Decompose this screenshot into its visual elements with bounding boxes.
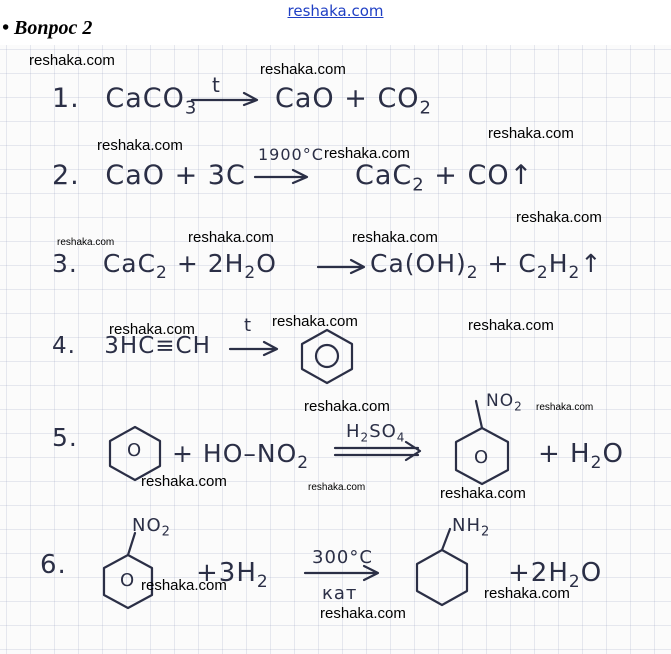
condition-text: H	[346, 421, 361, 442]
subscript: 2	[360, 430, 370, 445]
subscript: 2	[481, 524, 491, 540]
reaction-number: 4.	[52, 333, 76, 359]
arrow-6	[305, 566, 378, 580]
arrow-2	[255, 170, 307, 183]
reaction-1	[52, 83, 197, 118]
reactant: CaO + 3C	[105, 160, 246, 191]
product-2	[355, 160, 533, 195]
watermark: reshaka.com	[308, 482, 366, 493]
subscript: 2	[590, 453, 603, 474]
watermark: reshaka.com	[536, 402, 594, 413]
watermark: reshaka.com	[440, 485, 526, 502]
product-tail: ↑	[580, 249, 603, 278]
watermark: reshaka.com	[324, 145, 410, 162]
ring-label-6: O	[120, 570, 136, 591]
substituent-text: NH	[452, 515, 481, 536]
product-1	[275, 83, 432, 118]
reaction-number: 3.	[52, 249, 78, 278]
watermark: reshaka.com	[352, 229, 438, 246]
condition-tail: SO	[369, 421, 397, 442]
reactant-text: + HO–NO	[172, 439, 298, 468]
product-tail: + CO↑	[424, 160, 534, 191]
watermark: reshaka.com	[304, 398, 390, 415]
handwritten-sheet	[0, 45, 671, 654]
subscript: 2	[514, 399, 523, 414]
watermark: reshaka.com	[141, 577, 227, 594]
subscript: 2	[297, 453, 310, 473]
subscript: 3	[184, 97, 198, 119]
product-tail: O	[580, 558, 603, 588]
watermark: reshaka.com	[260, 61, 346, 78]
product-3	[370, 249, 602, 283]
reactant-5	[172, 439, 309, 473]
reaction-6-number: 6.	[40, 550, 67, 580]
product-tail: + C	[478, 249, 537, 278]
benzene-ring-4	[302, 330, 352, 383]
product-text: Ca(OH)	[370, 249, 467, 278]
watermark: reshaka.com	[141, 473, 227, 490]
condition-1: t	[212, 73, 221, 97]
ring-label-5b: O	[474, 447, 490, 468]
watermark: reshaka.com	[97, 137, 183, 154]
reactant-tail: O	[256, 249, 277, 278]
subscript: 2	[466, 263, 479, 283]
watermark: reshaka.com	[468, 317, 554, 334]
product-5	[538, 439, 624, 473]
benzene-circle-4	[316, 345, 338, 367]
substituent-text: NO	[132, 515, 162, 536]
substituent-text: NO	[486, 391, 515, 411]
reaction-5-number: 5.	[52, 423, 78, 452]
product-tail: H	[548, 249, 569, 278]
subscript: 2	[244, 263, 257, 283]
product-text: CaO + CO	[275, 83, 420, 114]
watermark: reshaka.com	[29, 52, 115, 69]
product-text: +2H	[508, 558, 569, 588]
subscript: 2	[161, 524, 171, 540]
reaction-number: 2.	[52, 160, 80, 191]
condition-6-top: 300°C	[312, 547, 373, 568]
arrow-5	[335, 442, 420, 460]
watermark: reshaka.com	[484, 585, 570, 602]
watermark: reshaka.com	[488, 125, 574, 142]
subscript: 2	[412, 174, 425, 196]
arrow-1	[192, 93, 257, 105]
arrow-4	[230, 342, 277, 355]
watermark-bottom: reshaka.com	[320, 605, 406, 622]
watermark: reshaka.com	[272, 313, 358, 330]
reaction-2	[52, 160, 246, 191]
reaction-3	[52, 249, 277, 283]
bond-6b	[442, 529, 450, 550]
subscript: 2	[419, 97, 432, 119]
substituent-5	[486, 391, 523, 413]
watermark: reshaka.com	[188, 229, 274, 246]
product-text: CaC	[355, 160, 413, 191]
page-title: • Вопрос 2	[2, 17, 93, 39]
reactant: 3HC≡CH	[104, 333, 211, 359]
subscript: 2	[256, 572, 269, 593]
watermark: reshaka.com	[109, 321, 195, 338]
subscript: 4	[396, 430, 406, 445]
subscript: 2	[156, 263, 168, 283]
watermark: reshaka.com	[516, 209, 602, 226]
condition-2: 1900°C	[258, 145, 324, 164]
bond-5	[476, 401, 482, 428]
arrow-3	[318, 260, 364, 273]
reaction-number: 1.	[52, 83, 80, 114]
substituent-6	[132, 515, 171, 540]
condition-4: t	[244, 315, 253, 336]
condition-6-bottom: кат	[322, 583, 358, 604]
subscript: 2	[568, 572, 581, 593]
product-substituent-6	[452, 515, 490, 540]
ring-label-5: O	[127, 440, 143, 461]
watermark: reshaka.com	[57, 237, 115, 248]
subscript: 2	[536, 263, 549, 283]
reactant-text: +3H	[196, 558, 257, 588]
benzene-ring-6b	[417, 550, 467, 605]
subscript: 2	[568, 263, 581, 283]
reactant: CaCO	[105, 83, 185, 114]
reactant-tail: + 2H	[167, 249, 245, 278]
site-link[interactable]: reshaka.com	[287, 2, 384, 20]
product-text: + H	[538, 439, 591, 469]
reactant: CaC	[102, 249, 157, 278]
condition-5	[346, 421, 405, 445]
product-tail: O	[602, 439, 624, 469]
